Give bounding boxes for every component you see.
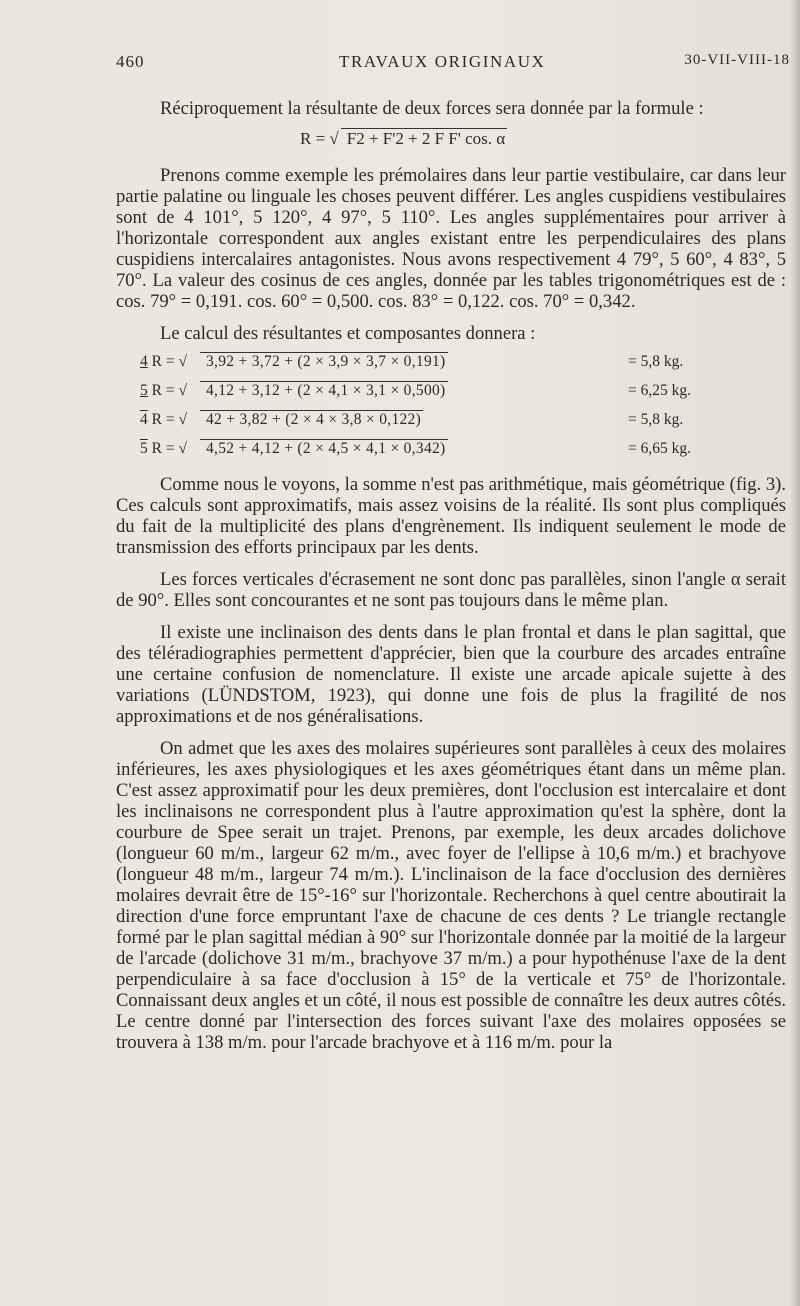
calc-tooth-label: 4 <box>140 353 148 370</box>
paragraph-1: Réciproquement la résultante de deux forces sera donnée par la formule : <box>160 98 704 119</box>
resultant-formula <box>300 127 786 151</box>
calculation-block <box>140 352 786 468</box>
calc-lhs: R = √ <box>151 353 187 370</box>
paragraph-3: Comme nous le voyons, la somme n'est pas arithmétique, mais géométrique (fig. 3). Ces calculs sont approximatifs, mais assez voisins de la réalité. Ils sont plus compliqués du fait de la multiplicité des plans d'engrènement. Ils indiquent seulement le mode de transmission des efforts principaux par les dents. <box>116 474 786 558</box>
calc-intro: Le calcul des résultantes et composantes donnera : <box>160 323 536 344</box>
page-header <box>116 52 790 78</box>
paragraph-4: Les forces verticales d'écrasement ne sont donc pas parallèles, sinon l'angle α serait de 90°. Elles sont concourantes et ne sont pas toujours dans le même plan. <box>116 569 786 611</box>
calc-radicand: 4,12 + 3,12 + (2 × 4,1 × 3,1 × 0,500) <box>200 381 448 399</box>
page-number: 460 <box>116 52 145 71</box>
running-title: TRAVAUX ORIGINAUX <box>339 52 546 71</box>
header-date: 30-VII-VIII-18 <box>684 52 790 68</box>
formula-lhs: R = √ <box>300 129 339 148</box>
calc-tooth-label: 5 <box>140 382 148 399</box>
paragraph-2: Prenons comme exemple les prémolaires dans leur partie vestibulaire, car dans leur partie palatine ou linguale les choses peuvent différer. Les angles cuspidiens vestibulaires sont de 4 101°, 5 120°, 4 97°, 5 110°. Les angles supplémentaires pour arriver à l'horizontale correspondent aux angles existant entre les perpendiculaires des plans cuspidiens intercalaires antagonistes. Nous avons respectivement 4 79°, 5 60°, 4 83°, 5 70°. La valeur des cosinus de ces angles, donnée par les tables trigonométriques est de : cos. 79° = 0,191. cos. 60° = 0,500. cos. 83° = 0,122. cos. 70° = 0,342. <box>116 165 786 312</box>
calc-result: = 6,25 kg. <box>628 382 691 399</box>
calc-radicand: 3,92 + 3,72 + (2 × 3,9 × 3,7 × 0,191) <box>200 352 448 370</box>
calc-result: = 5,8 kg. <box>628 411 684 428</box>
calc-result: = 5,8 kg. <box>628 353 684 370</box>
calc-row <box>140 410 786 439</box>
calc-lhs: R = √ <box>151 382 187 399</box>
calc-tooth-label: 4 <box>140 411 148 428</box>
calc-row <box>140 352 786 381</box>
paragraph-5: Il existe une inclinaison des dents dans le plan frontal et dans le plan sagittal, que des téléradiographies permettent d'apprécier, bien que la courbure des arcades entraîne une certaine confusion de nomenclature. Il existe une arcade apicale sujette à des variations (LÜNDSTOM, 1923), qui donne une fois de plus la fragilité de nos approximations et de nos généralisations. <box>116 622 786 727</box>
page-edge-shadow <box>790 0 800 1306</box>
calc-row <box>140 439 786 468</box>
calc-result: = 6,65 kg. <box>628 440 691 457</box>
page-body <box>116 98 786 1053</box>
calc-tooth-label: 5 <box>140 440 148 457</box>
calc-lhs: R = √ <box>151 440 187 457</box>
calc-row <box>140 381 786 410</box>
calc-lhs: R = √ <box>151 411 187 428</box>
calc-radicand: 4,52 + 4,12 + (2 × 4,5 × 4,1 × 0,342) <box>200 439 448 457</box>
calc-radicand: 42 + 3,82 + (2 × 4 × 3,8 × 0,122) <box>200 410 423 428</box>
formula-radicand: F2 + F'2 + 2 F F' cos. α <box>341 128 507 148</box>
paragraph-6: On admet que les axes des molaires supérieures sont parallèles à ceux des molaires inférieures, les axes physiologiques et les axes géométriques étant dans un même plan. C'est assez approximatif pour les deux premières, dont l'occlusion est intercalaire et dont les inclinaisons ne correspondent plus à l'autre approximation qu'est la sphère, dont la courbure de Spee serait un trajet. Prenons, par exemple, les deux arcades dolichove (longueur 60 m/m., largeur 62 m/m., avec foyer de l'ellipse à 10,6 m/m.) et brachyove (longueur 48 m/m., largeur 74 m/m.). L'inclinaison de la face d'occlusion des dernières molaires devrait être de 15°-16° sur l'horizontale. Recherchons à quel centre aboutirait la direction d'une force empruntant l'axe de chacune de ces dents ? Le triangle rectangle formé par le plan sagittal médian à 90° sur l'horizontale donnée par la moitié de la largeur de l'arcade (dolichove 31 m/m., brachyove 37 m/m.) a pour hypothénuse l'axe de la dent perpendiculaire à sa face d'occlusion à 15° de la verticale et 75° de l'horizontale. Connaissant deux angles et un côté, il nous est possible de connaître les deux autres côtés. Le centre donné par l'intersection des forces suivant l'axe des molaires opposées se trouvera à 138 m/m. pour l'arcade brachyove et à 116 m/m. pour la <box>116 738 786 1053</box>
